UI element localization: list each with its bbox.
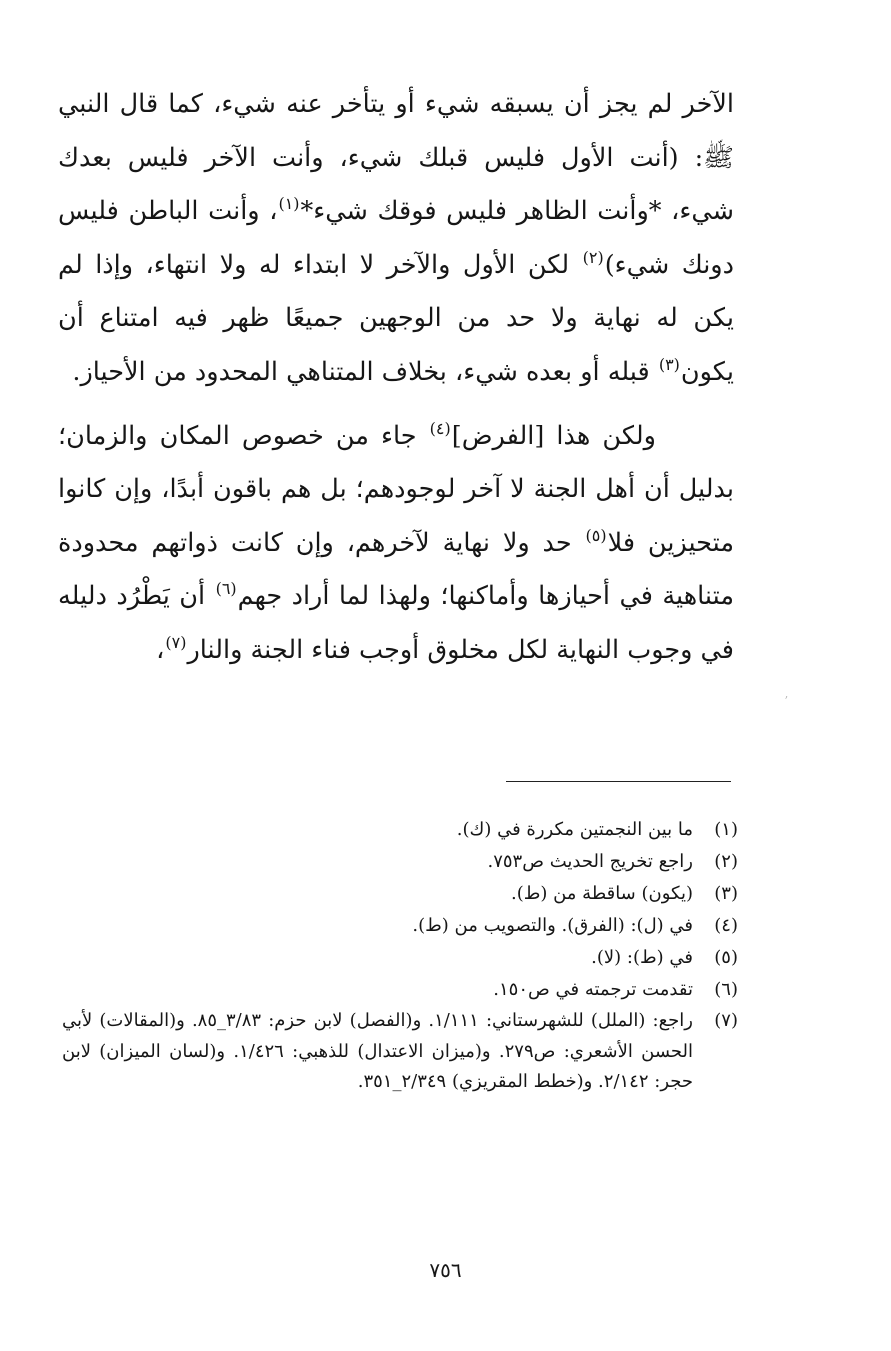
text-segment: أن يَطْرُد دليله في وجوب النهاية لكل مخلوق أوجب فناء الجنة والنار (58, 581, 734, 665)
footnote-text: في (ط): (لا). (591, 947, 693, 968)
footnote-5 (62, 942, 738, 974)
main-text (58, 78, 734, 678)
footnote-text: ما بين النجمتين مكررة في (ك). (456, 819, 693, 840)
text-segment: ، وأنت الباطن فليس دونك شيء) (58, 196, 734, 280)
footnote-ref-2: (٢) (582, 247, 604, 267)
footnote-ref-4: (٤) (429, 418, 451, 438)
footnote-number: (٥) (714, 947, 738, 968)
text-segment: حد ولا نهاية لآخرهم، وإن كانت ذواتهم محدودة متناهية في أحيازها وأماكنها؛ ولهذا لما أراد جهم (58, 527, 734, 612)
footnote-text: (يكون) ساقطة من (ط). (510, 883, 693, 904)
text-segment: ولكن هذا [الفرض] (451, 420, 656, 451)
text-segment: الآخر لم يجز أن يسبقه شيء أو يتأخر عنه شيء، كما قال النبي ﷺ: (أنت الأول فليس قبلك شيء، وأنت الآخر فليس بعدك شيء، *وأنت الظاهر فليس فوقك شيء* (58, 89, 734, 227)
footnote-text: راجع تخريج الحديث ص٧٥٣. (487, 851, 693, 872)
footnote-number: (٤) (714, 915, 738, 936)
paragraph-1 (58, 78, 734, 400)
footnote-ref-6: (٦) (215, 579, 237, 599)
footnote-ref-5: (٥) (585, 525, 607, 545)
text-segment: قبله أو بعده شيء، بخلاف المتناهي المحدود من الأحياز. (72, 356, 658, 387)
footnote-text: راجع: (الملل) للشهرستاني: ١/١١١. و(الفصل) لابن حزم: ٣/٨٣_٨٥. و(المقالات) لأبي الحسن الأشعري: ص٢٧٩. و(ميزان الاعتدال) للذهبي: ١/٤٢٦. و(لسان الميزان) لابن حجر: ٢/١٤٢. و(خطط المقريزي) ٢/٣٤٩_٣٥١. (62, 1010, 694, 1092)
footnote-text: تقدمت ترجمته في ص١٥٠. (493, 979, 693, 1000)
footnote-ref-1: (١) (278, 194, 300, 214)
paragraph-2 (58, 410, 734, 678)
footnote-number: (٢) (714, 851, 738, 872)
footnote-3 (62, 878, 738, 910)
page-number: ٧٥٦ (429, 1258, 462, 1282)
text-segment: ، (156, 634, 165, 665)
footnote-number: (٣) (714, 883, 738, 904)
footnote-1 (62, 814, 738, 846)
footnote-number: (١) (714, 819, 738, 840)
footnote-ref-7: (٧) (165, 632, 187, 652)
scan-speck: ʼ (784, 694, 788, 708)
text-segment: جاء من خصوص المكان والزمان؛ بدليل أن أهل الجنة لا آخر لوجودهم؛ بل هم باقون أبدًا، وإن كانوا متحيزين فلا (58, 420, 734, 558)
text-segment: لكن الأول والآخر لا ابتداء له ولا انتهاء، وإذا لم يكن له نهاية ولا حد من الوجهين جميعًا ظهر فيه امتناع أن يكون (58, 249, 734, 387)
footnote-2 (62, 846, 738, 878)
footnotes (62, 814, 738, 1098)
footnote-7 (62, 1006, 738, 1098)
footnote-text: في (ل): (الفرق). والتصويب من (ط). (412, 915, 693, 936)
footnote-number: (٧) (714, 1010, 738, 1031)
footnote-4 (62, 910, 738, 942)
footnote-separator (506, 781, 731, 782)
footnote-6 (62, 974, 738, 1006)
footnote-number: (٦) (714, 979, 738, 1000)
footnote-ref-3: (٣) (658, 354, 680, 374)
